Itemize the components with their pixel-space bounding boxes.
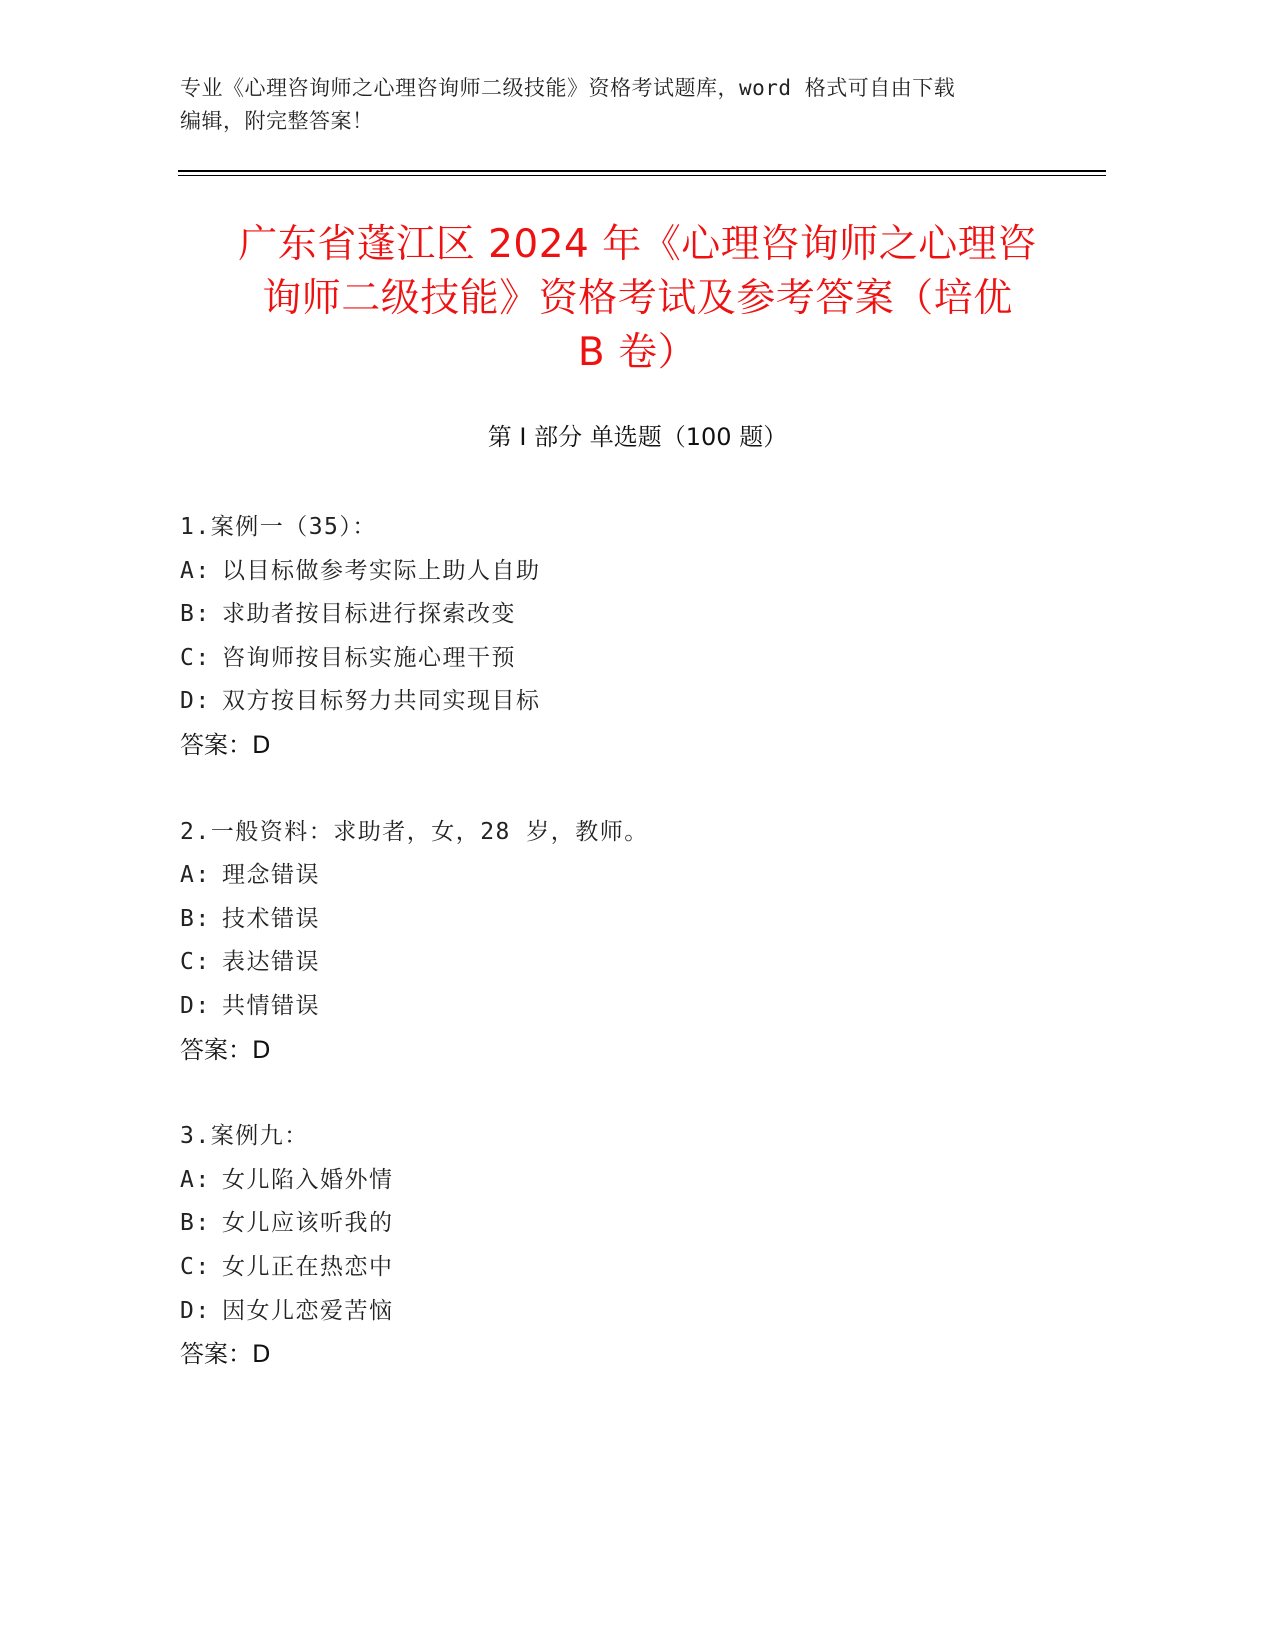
question-1 (180, 506, 1080, 768)
option-letter: C: (180, 1253, 211, 1280)
question-list (180, 506, 1080, 1420)
option-text: 共情错误 (222, 992, 320, 1019)
option-b (180, 1202, 1080, 1246)
question-3 (180, 1115, 1080, 1377)
header-divider-thin (178, 175, 1106, 176)
option-letter: A: (180, 1166, 211, 1193)
section-title: 第 I 部分 单选题（100 题） (487, 423, 788, 451)
option-c (180, 637, 1080, 681)
option-text: 技术错误 (222, 905, 320, 932)
header-note (180, 72, 1100, 138)
option-text: 表达错误 (222, 949, 320, 976)
option-d (180, 680, 1080, 724)
option-letter: A: (180, 862, 211, 889)
option-text: 女儿正在热恋中 (222, 1253, 394, 1280)
title-line-1: 广东省蓬江区 2024 年《心理咨询师之心理咨 (238, 222, 1037, 267)
option-letter: D: (180, 1297, 211, 1324)
option-d (180, 1290, 1080, 1334)
option-letter: D: (180, 688, 211, 715)
question-2 (180, 811, 1080, 1073)
option-text: 理念错误 (222, 862, 320, 889)
option-letter: C: (180, 644, 211, 671)
option-text: 双方按目标努力共同实现目标 (222, 688, 541, 715)
option-b (180, 593, 1080, 637)
option-letter: C: (180, 949, 211, 976)
answer-line: 答案：D (180, 730, 271, 759)
option-d (180, 985, 1080, 1029)
header-note-line-2: 编辑，附完整答案！ (180, 109, 374, 133)
answer-line: 答案：D (180, 1340, 271, 1369)
title-line-2: 询师二级技能》资格考试及参考答案（培优 (262, 276, 1013, 321)
option-text: 女儿陷入婚外情 (222, 1166, 394, 1193)
option-text: 因女儿恋爱苦恼 (222, 1297, 394, 1324)
header-note-line-1: 专业《心理咨询师之心理咨询师二级技能》资格考试题库，word 格式可自由下载 (180, 76, 956, 100)
option-letter: A: (180, 557, 211, 584)
option-a (180, 1159, 1080, 1203)
option-letter: D: (180, 992, 211, 1019)
question-stem: 2.一般资料：求助者，女，28 岁，教师。 (180, 818, 649, 845)
header-divider-thick (178, 170, 1106, 172)
option-c (180, 1246, 1080, 1290)
question-stem: 3.案例九： (180, 1123, 309, 1150)
option-c (180, 941, 1080, 985)
option-letter: B: (180, 601, 211, 628)
option-text: 女儿应该听我的 (222, 1210, 394, 1237)
option-text: 求助者按目标进行探索改变 (222, 601, 516, 628)
option-a (180, 854, 1080, 898)
option-b (180, 898, 1080, 942)
question-stem: 1.案例一（35）： (180, 514, 377, 540)
option-letter: B: (180, 1210, 211, 1237)
option-text: 咨询师按目标实施心理干预 (222, 644, 516, 671)
document-title (150, 218, 1125, 380)
option-letter: B: (180, 905, 211, 932)
option-a (180, 550, 1080, 594)
title-line-3: B 卷） (577, 330, 698, 375)
option-text: 以目标做参考实际上助人自助 (222, 557, 541, 584)
answer-line: 答案：D (180, 1035, 271, 1064)
